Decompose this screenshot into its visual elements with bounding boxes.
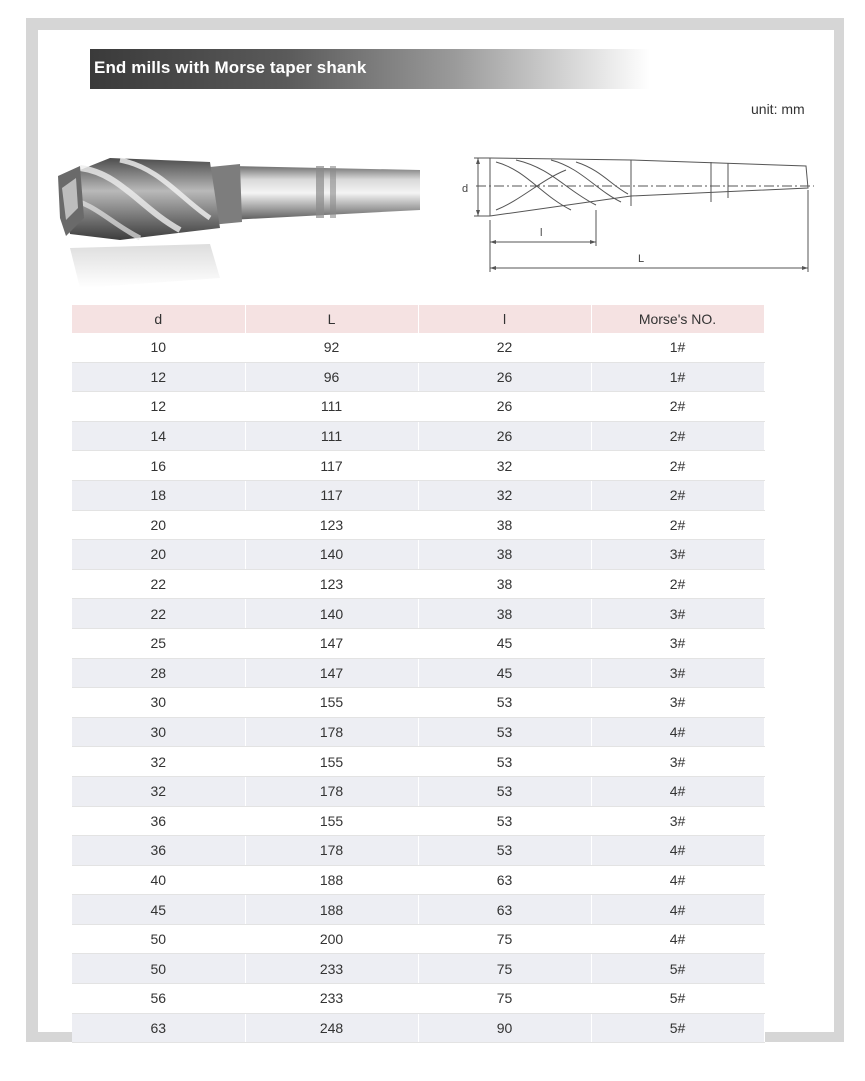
table-cell: 32 (72, 776, 245, 806)
table-cell: 26 (418, 421, 591, 451)
table-cell: 111 (245, 421, 418, 451)
table-row (72, 421, 764, 451)
end-mill-photo (50, 148, 425, 298)
table-cell: 50 (72, 924, 245, 954)
col-header-d: d (72, 305, 245, 333)
table-cell: 2# (591, 421, 764, 451)
table-cell: 26 (418, 392, 591, 422)
table-cell: 53 (418, 776, 591, 806)
table-cell: 4# (591, 717, 764, 747)
table-cell: 3# (591, 747, 764, 777)
table-cell: 20 (72, 510, 245, 540)
table-cell: 20 (72, 540, 245, 570)
table-cell: 45 (72, 895, 245, 925)
col-header-morse: Morse's NO. (591, 305, 764, 333)
table-cell: 1# (591, 362, 764, 392)
table-row (72, 658, 764, 688)
table-cell: 4# (591, 776, 764, 806)
table-cell: 3# (591, 658, 764, 688)
table-cell: 140 (245, 599, 418, 629)
technical-drawing (456, 150, 818, 275)
table-cell: 75 (418, 954, 591, 984)
table-cell: 188 (245, 895, 418, 925)
table-row (72, 628, 764, 658)
table-cell: 75 (418, 924, 591, 954)
table-row (72, 776, 764, 806)
table-cell: 147 (245, 628, 418, 658)
table-cell: 32 (418, 480, 591, 510)
table-row (72, 569, 764, 599)
table-row (72, 984, 764, 1014)
table-row (72, 362, 764, 392)
table-cell: 3# (591, 628, 764, 658)
table-row (72, 836, 764, 866)
table-cell: 40 (72, 865, 245, 895)
table-cell: 147 (245, 658, 418, 688)
table-row (72, 924, 764, 954)
table-cell: 53 (418, 836, 591, 866)
table-cell: 117 (245, 480, 418, 510)
table-cell: 4# (591, 865, 764, 895)
table-cell: 188 (245, 865, 418, 895)
table-cell: 10 (72, 333, 245, 362)
table-cell: 4# (591, 924, 764, 954)
table-row (72, 688, 764, 718)
table-row (72, 1013, 764, 1043)
table-cell: 4# (591, 895, 764, 925)
col-header-L: L (245, 305, 418, 333)
table-row (72, 480, 764, 510)
table-cell: 2# (591, 510, 764, 540)
table-row (72, 510, 764, 540)
table-cell: 53 (418, 747, 591, 777)
table-cell: 2# (591, 451, 764, 481)
table-cell: 155 (245, 747, 418, 777)
dim-l-label: l (540, 227, 543, 239)
table-cell: 26 (418, 362, 591, 392)
table-cell: 50 (72, 954, 245, 984)
table-cell: 53 (418, 688, 591, 718)
table-header-row (72, 305, 764, 333)
table-cell: 32 (418, 451, 591, 481)
table-cell: 56 (72, 984, 245, 1014)
table-cell: 18 (72, 480, 245, 510)
table-cell: 248 (245, 1013, 418, 1043)
table-cell: 155 (245, 688, 418, 718)
specs-table-wrapper (72, 305, 764, 1043)
table-cell: 90 (418, 1013, 591, 1043)
table-cell: 178 (245, 776, 418, 806)
table-cell: 2# (591, 392, 764, 422)
table-cell: 4# (591, 836, 764, 866)
table-cell: 45 (418, 628, 591, 658)
table-cell: 16 (72, 451, 245, 481)
table-cell: 5# (591, 984, 764, 1014)
table-row (72, 806, 764, 836)
table-cell: 12 (72, 362, 245, 392)
table-cell: 111 (245, 392, 418, 422)
table-row (72, 895, 764, 925)
table-cell: 2# (591, 569, 764, 599)
col-header-l: l (418, 305, 591, 333)
table-cell: 36 (72, 806, 245, 836)
table-cell: 12 (72, 392, 245, 422)
table-cell: 96 (245, 362, 418, 392)
table-cell: 63 (418, 895, 591, 925)
table-cell: 53 (418, 806, 591, 836)
table-cell: 32 (72, 747, 245, 777)
table-cell: 36 (72, 836, 245, 866)
table-cell: 30 (72, 688, 245, 718)
table-cell: 22 (418, 333, 591, 362)
table-cell: 178 (245, 717, 418, 747)
table-row (72, 540, 764, 570)
table-cell: 38 (418, 510, 591, 540)
table-cell: 75 (418, 984, 591, 1014)
table-cell: 38 (418, 540, 591, 570)
dim-L-label: L (638, 253, 645, 265)
table-row (72, 717, 764, 747)
table-cell: 22 (72, 569, 245, 599)
table-cell: 5# (591, 954, 764, 984)
table-cell: 28 (72, 658, 245, 688)
unit-label: unit: mm (751, 101, 805, 117)
table-cell: 3# (591, 688, 764, 718)
table-cell: 25 (72, 628, 245, 658)
table-row (72, 333, 764, 362)
table-cell: 117 (245, 451, 418, 481)
table-cell: 123 (245, 510, 418, 540)
table-row (72, 954, 764, 984)
table-row (72, 451, 764, 481)
table-cell: 3# (591, 540, 764, 570)
table-cell: 155 (245, 806, 418, 836)
table-cell: 2# (591, 480, 764, 510)
dim-d-label: d (462, 183, 469, 195)
table-cell: 3# (591, 599, 764, 629)
table-cell: 53 (418, 717, 591, 747)
table-cell: 3# (591, 806, 764, 836)
table-cell: 1# (591, 333, 764, 362)
specs-table (72, 305, 765, 1043)
table-cell: 14 (72, 421, 245, 451)
table-cell: 63 (418, 865, 591, 895)
table-row (72, 392, 764, 422)
table-row (72, 865, 764, 895)
table-row (72, 747, 764, 777)
table-cell: 5# (591, 1013, 764, 1043)
table-cell: 38 (418, 569, 591, 599)
table-cell: 233 (245, 954, 418, 984)
table-cell: 233 (245, 984, 418, 1014)
table-cell: 92 (245, 333, 418, 362)
table-row (72, 599, 764, 629)
table-cell: 178 (245, 836, 418, 866)
table-cell: 30 (72, 717, 245, 747)
table-cell: 22 (72, 599, 245, 629)
table-cell: 140 (245, 540, 418, 570)
table-cell: 200 (245, 924, 418, 954)
page-title: End mills with Morse taper shank (94, 58, 367, 77)
table-cell: 38 (418, 599, 591, 629)
table-cell: 63 (72, 1013, 245, 1043)
table-cell: 123 (245, 569, 418, 599)
table-cell: 45 (418, 658, 591, 688)
